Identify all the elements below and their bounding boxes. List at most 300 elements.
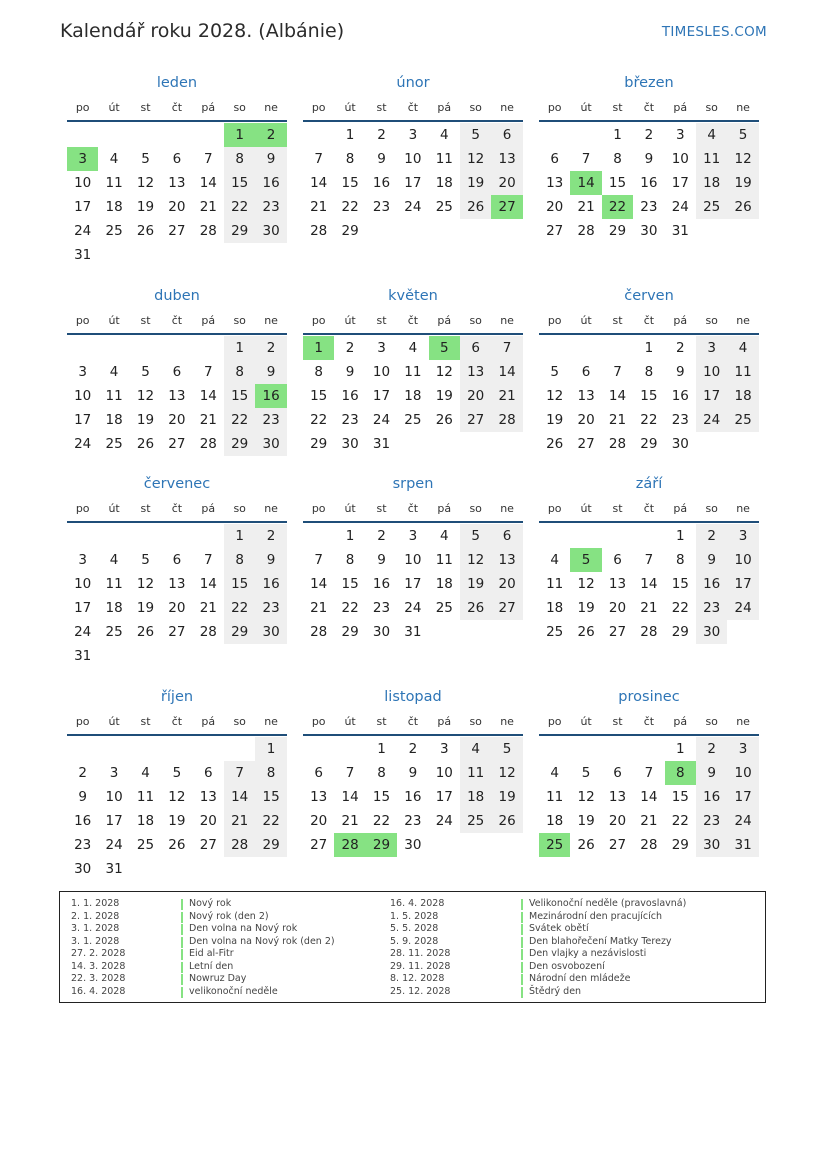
page-title: Kalendář roku 2028. (Albánie) — [60, 20, 345, 42]
legend-date: 27. 2. 2028 — [71, 948, 126, 959]
weekday-label: út — [580, 502, 592, 515]
legend-holiday-name: Nowruz Day — [189, 973, 247, 984]
day-cell: 19 — [460, 171, 491, 195]
week-row — [539, 360, 759, 384]
week-row — [67, 548, 287, 572]
day-cell: 1 — [255, 737, 286, 761]
day-cell: 22 — [640, 412, 658, 428]
day-cell: 18 — [696, 171, 727, 195]
day-cell: 27 — [577, 436, 595, 452]
day-cell: 13 — [608, 576, 627, 592]
day-cell: 25 — [727, 408, 758, 432]
day-cell: 17 — [404, 175, 422, 191]
day-cell: 9 — [644, 151, 654, 167]
week-row — [303, 384, 523, 408]
day-cell: 29 — [224, 432, 255, 456]
day-cell: 12 — [546, 388, 564, 404]
day-cell: 7 — [581, 151, 591, 167]
day-cell: 23 — [372, 199, 391, 215]
week-row — [539, 572, 759, 596]
day-cell: 7 — [203, 364, 213, 380]
weekday-label: ne — [500, 502, 514, 515]
day-cell: 22 — [341, 600, 359, 616]
weekday-label: ne — [500, 101, 514, 114]
day-cell: 1 — [345, 127, 355, 143]
weekday-label: st — [376, 715, 387, 728]
day-cell: 17 — [404, 576, 422, 592]
day-cell: 8 — [345, 151, 355, 167]
day-cell: 8 — [314, 364, 323, 380]
day-cell: 5 — [460, 123, 491, 147]
weekday-header — [67, 498, 287, 523]
month-name: říjen — [160, 689, 194, 705]
week-row — [539, 171, 759, 195]
day-cell: 21 — [577, 199, 595, 215]
day-cell: 18 — [727, 384, 758, 408]
day-cell: 4 — [550, 765, 559, 781]
weekday-label: st — [612, 101, 623, 114]
day-cell: 14 — [224, 785, 255, 809]
day-cell: 9 — [696, 548, 727, 572]
day-cell: 14 — [491, 360, 522, 384]
day-cell: 18 — [404, 388, 422, 404]
weekday-label: pá — [437, 502, 452, 515]
day-cell: 21 — [199, 600, 217, 616]
day-cell: 9 — [377, 552, 386, 568]
week-row — [303, 524, 523, 548]
day-cell: 7 — [345, 765, 355, 781]
day-cell: 19 — [577, 600, 595, 616]
day-cell: 4 — [141, 765, 150, 781]
day-cell: 23 — [255, 195, 286, 219]
week-row — [539, 336, 759, 360]
day-cell: 18 — [105, 600, 123, 616]
day-cell: 4 — [550, 552, 559, 568]
day-cell: 25 — [435, 199, 453, 215]
day-cell: 16 — [696, 572, 727, 596]
day-cell: 21 — [640, 813, 658, 829]
day-cell: 2 — [644, 127, 654, 143]
legend-holiday-name: Letní den — [189, 960, 234, 972]
day-cell: 7 — [203, 151, 213, 167]
weekday-label: čt — [407, 314, 419, 327]
day-cell: 9 — [255, 360, 286, 384]
weekday-label: út — [108, 101, 120, 114]
weekday-label: so — [233, 314, 246, 327]
day-cell: 1 — [345, 528, 355, 544]
day-cell: 28 — [608, 436, 627, 452]
day-cell: 16 — [74, 813, 92, 829]
day-cell: 10 — [404, 151, 422, 167]
day-cell: 27 — [460, 408, 491, 432]
day-cell: 28 — [310, 624, 328, 640]
day-cell: 21 — [341, 813, 359, 829]
weekday-label: čt — [407, 101, 419, 114]
weekday-label: út — [580, 314, 592, 327]
holiday-day-cell: 14 — [570, 171, 601, 195]
weekday-label: út — [344, 502, 356, 515]
day-cell: 2 — [377, 528, 386, 544]
weekday-header — [303, 310, 523, 335]
day-cell: 25 — [404, 412, 422, 428]
legend-date: 14. 3. 2028 — [71, 960, 126, 972]
day-cell: 16 — [640, 175, 658, 191]
day-cell: 12 — [435, 364, 453, 380]
day-cell: 28 — [577, 223, 595, 239]
week-row — [303, 360, 523, 384]
week-row — [539, 123, 759, 147]
week-row — [303, 620, 523, 644]
day-cell: 25 — [105, 223, 123, 239]
day-cell: 12 — [136, 175, 155, 191]
month-červen — [539, 286, 759, 456]
weekday-label: so — [705, 715, 718, 728]
day-cell: 8 — [255, 761, 286, 785]
legend-date: 16. 4. 2028 — [71, 985, 126, 997]
week-row — [539, 596, 759, 620]
day-cell: 17 — [74, 412, 92, 428]
day-cell: 20 — [310, 813, 328, 829]
month-prosinec — [539, 687, 759, 857]
weekday-label: ne — [264, 502, 278, 515]
day-cell: 6 — [203, 765, 213, 781]
day-cell: 20 — [546, 199, 564, 215]
month-srpen — [303, 474, 523, 644]
day-cell: 8 — [224, 360, 255, 384]
weekday-label: st — [140, 101, 151, 114]
week-row — [303, 572, 523, 596]
weekday-label: ne — [500, 715, 514, 728]
weekday-label: čt — [407, 715, 419, 728]
day-cell: 19 — [435, 388, 453, 404]
week-row — [539, 384, 759, 408]
weekday-label: st — [612, 715, 623, 728]
day-cell: 27 — [491, 596, 522, 620]
day-cell: 6 — [491, 524, 522, 548]
holiday-day-cell: 28 — [334, 833, 365, 857]
day-cell: 11 — [460, 761, 491, 785]
day-cell: 23 — [696, 809, 727, 833]
month-name: září — [635, 476, 663, 492]
legend-marker — [181, 912, 183, 923]
day-cell: 22 — [671, 600, 689, 616]
month-name: květen — [388, 288, 438, 304]
week-row — [539, 833, 759, 857]
day-cell: 15 — [224, 384, 255, 408]
day-cell: 26 — [136, 624, 155, 640]
day-cell: 23 — [671, 412, 689, 428]
day-cell: 14 — [341, 789, 359, 805]
day-cell: 15 — [224, 572, 255, 596]
day-cell: 2 — [675, 340, 685, 356]
day-cell: 17 — [435, 789, 453, 805]
legend-date: 16. 4. 2028 — [390, 898, 445, 909]
weekday-label: pá — [201, 502, 216, 515]
weekday-label: po — [547, 715, 562, 728]
day-cell: 24 — [74, 223, 92, 239]
week-row — [303, 147, 523, 171]
day-cell: 28 — [640, 624, 658, 640]
day-cell: 4 — [727, 336, 758, 360]
weekday-label: po — [75, 101, 90, 114]
weekday-label: út — [580, 715, 592, 728]
weekday-header — [539, 310, 759, 335]
day-cell: 23 — [404, 813, 422, 829]
day-cell: 22 — [310, 412, 328, 428]
day-cell: 27 — [546, 223, 564, 239]
day-cell: 31 — [727, 833, 758, 857]
legend-marker — [181, 924, 183, 935]
day-cell: 25 — [460, 809, 491, 833]
day-cell: 22 — [341, 199, 359, 215]
day-cell: 24 — [74, 624, 92, 640]
day-cell: 24 — [404, 600, 422, 616]
day-cell: 10 — [105, 789, 123, 805]
day-cell: 24 — [404, 199, 422, 215]
day-cell: 21 — [491, 384, 522, 408]
month-leden — [67, 73, 287, 267]
day-cell: 16 — [372, 175, 391, 191]
day-cell: 23 — [372, 600, 391, 616]
day-cell: 21 — [224, 809, 255, 833]
weekday-label: čt — [171, 502, 183, 515]
legend-holiday-name: Eid al-Fitr — [189, 948, 234, 959]
day-cell: 13 — [199, 789, 217, 805]
day-cell: 31 — [404, 624, 422, 640]
day-cell: 26 — [577, 624, 595, 640]
legend-holiday-name: Nový rok — [189, 898, 232, 909]
weekday-label: út — [344, 715, 356, 728]
day-cell: 1 — [377, 741, 386, 757]
holiday-day-cell: 8 — [665, 761, 696, 785]
weekday-label: po — [75, 314, 90, 327]
day-cell: 14 — [199, 576, 217, 592]
legend-date: 2. 1. 2028 — [71, 910, 120, 922]
day-cell: 9 — [255, 147, 286, 171]
day-cell: 25 — [105, 436, 123, 452]
weekday-label: pá — [201, 101, 216, 114]
day-cell: 19 — [460, 572, 491, 596]
day-cell: 28 — [199, 624, 217, 640]
day-cell: 19 — [546, 412, 564, 428]
day-cell: 10 — [671, 151, 689, 167]
weekday-label: so — [469, 502, 482, 515]
day-cell: 29 — [255, 833, 286, 857]
weekday-label: čt — [643, 101, 655, 114]
day-cell: 8 — [224, 147, 255, 171]
day-cell: 14 — [640, 576, 658, 592]
weekday-header — [67, 97, 287, 122]
weekday-label: so — [469, 715, 482, 728]
day-cell: 16 — [372, 576, 391, 592]
holiday-day-cell: 1 — [303, 336, 334, 360]
legend-holiday-name: Mezinárodní den pracujících — [529, 910, 663, 922]
day-cell: 23 — [696, 596, 727, 620]
day-cell: 30 — [696, 833, 727, 857]
day-cell: 7 — [314, 552, 323, 568]
day-cell: 31 — [74, 648, 92, 664]
day-cell: 19 — [577, 813, 595, 829]
week-row — [539, 219, 759, 243]
day-cell: 30 — [255, 219, 286, 243]
week-row — [303, 171, 523, 195]
weekday-label: so — [233, 101, 246, 114]
day-cell: 7 — [314, 151, 323, 167]
month-name: duben — [154, 288, 200, 304]
day-cell: 30 — [255, 432, 286, 456]
day-cell: 4 — [439, 528, 449, 544]
week-row — [67, 195, 287, 219]
weekday-label: pá — [673, 101, 688, 114]
day-cell: 3 — [377, 340, 386, 356]
day-cell: 22 — [224, 408, 255, 432]
day-cell: 23 — [341, 412, 359, 428]
legend-date: 29. 11. 2028 — [390, 960, 451, 972]
day-cell: 21 — [199, 412, 217, 428]
day-cell: 14 — [640, 789, 658, 805]
day-cell: 14 — [199, 175, 217, 191]
day-cell: 29 — [341, 624, 359, 640]
day-cell: 12 — [136, 576, 155, 592]
holiday-day-cell: 29 — [366, 833, 397, 857]
day-cell: 4 — [439, 127, 449, 143]
day-cell: 2 — [78, 765, 87, 781]
day-cell: 23 — [255, 408, 286, 432]
day-cell: 20 — [608, 600, 627, 616]
day-cell: 31 — [372, 436, 391, 452]
weekday-label: po — [547, 314, 562, 327]
day-cell: 8 — [644, 364, 654, 380]
day-cell: 23 — [640, 199, 658, 215]
day-cell: 24 — [727, 596, 758, 620]
weekday-label: po — [75, 502, 90, 515]
legend-marker — [181, 974, 183, 985]
legend-holiday-name: Den volna na Nový rok (den 2) — [189, 935, 335, 947]
day-cell: 7 — [203, 552, 213, 568]
day-cell: 2 — [696, 737, 727, 761]
day-cell: 2 — [377, 127, 386, 143]
week-row — [67, 408, 287, 432]
day-cell: 11 — [435, 552, 453, 568]
weekday-label: út — [108, 715, 120, 728]
day-cell: 10 — [372, 364, 391, 380]
week-row — [67, 785, 287, 809]
day-cell: 29 — [310, 436, 328, 452]
week-row — [67, 384, 287, 408]
day-cell: 18 — [136, 813, 155, 829]
legend-date: 3. 1. 2028 — [71, 935, 120, 947]
week-row — [303, 833, 523, 857]
day-cell: 27 — [608, 624, 627, 640]
weekday-label: st — [140, 502, 151, 515]
day-cell: 6 — [172, 151, 182, 167]
day-cell: 4 — [109, 151, 119, 167]
day-cell: 15 — [310, 388, 328, 404]
day-cell: 17 — [74, 199, 92, 215]
weekday-header — [303, 97, 523, 122]
weekday-label: po — [547, 502, 562, 515]
day-cell: 22 — [224, 596, 255, 620]
weekday-header — [539, 711, 759, 736]
day-cell: 30 — [372, 624, 391, 640]
day-cell: 11 — [435, 151, 453, 167]
week-row — [67, 857, 287, 881]
weekday-label: st — [612, 502, 623, 515]
site-link[interactable]: TIMESLES.COM — [661, 24, 767, 40]
month-name: červen — [624, 288, 674, 304]
day-cell: 29 — [224, 219, 255, 243]
day-cell: 1 — [224, 524, 255, 548]
day-cell: 8 — [675, 552, 685, 568]
weekday-label: so — [469, 314, 482, 327]
legend-holiday-name: Den volna na Nový rok — [189, 923, 298, 934]
day-cell: 2 — [345, 340, 355, 356]
day-cell: 24 — [105, 837, 123, 853]
day-cell: 28 — [224, 833, 255, 857]
day-cell: 6 — [613, 765, 622, 781]
day-cell: 27 — [168, 223, 186, 239]
day-cell: 20 — [460, 384, 491, 408]
week-row — [303, 785, 523, 809]
day-cell: 13 — [460, 360, 491, 384]
week-row — [303, 408, 523, 432]
day-cell: 20 — [491, 171, 522, 195]
day-cell: 5 — [460, 524, 491, 548]
day-cell: 6 — [491, 123, 522, 147]
weekday-label: čt — [643, 715, 655, 728]
weekday-header — [303, 498, 523, 523]
day-cell: 28 — [199, 436, 217, 452]
week-row — [67, 572, 287, 596]
day-cell: 30 — [404, 837, 422, 853]
day-cell: 2 — [255, 524, 286, 548]
day-cell: 27 — [199, 837, 217, 853]
day-cell: 9 — [78, 789, 87, 805]
day-cell: 26 — [168, 837, 186, 853]
day-cell: 3 — [408, 127, 418, 143]
day-cell: 13 — [310, 789, 328, 805]
day-cell: 17 — [74, 600, 92, 616]
weekday-label: so — [705, 314, 718, 327]
day-cell: 19 — [168, 813, 186, 829]
week-row — [67, 596, 287, 620]
legend-holiday-name: Svátek obětí — [529, 923, 589, 934]
weekday-label: út — [108, 502, 120, 515]
day-cell: 1 — [224, 336, 255, 360]
weekday-header — [303, 711, 523, 736]
day-cell: 21 — [199, 199, 217, 215]
week-row — [303, 336, 523, 360]
weekday-label: čt — [171, 314, 183, 327]
day-cell: 27 — [168, 436, 186, 452]
day-cell: 3 — [675, 127, 685, 143]
month-březen — [539, 73, 759, 243]
day-cell: 16 — [696, 785, 727, 809]
week-row — [539, 432, 759, 456]
day-cell: 19 — [727, 171, 758, 195]
day-cell: 26 — [460, 596, 491, 620]
day-cell: 14 — [608, 388, 627, 404]
week-row — [539, 408, 759, 432]
day-cell: 1 — [675, 528, 685, 544]
legend-date: 5. 9. 2028 — [390, 935, 439, 947]
week-row — [303, 809, 523, 833]
day-cell: 5 — [141, 151, 150, 167]
day-cell: 13 — [546, 175, 564, 191]
weekday-label: čt — [643, 502, 655, 515]
day-cell: 30 — [341, 436, 359, 452]
day-cell: 21 — [310, 199, 328, 215]
